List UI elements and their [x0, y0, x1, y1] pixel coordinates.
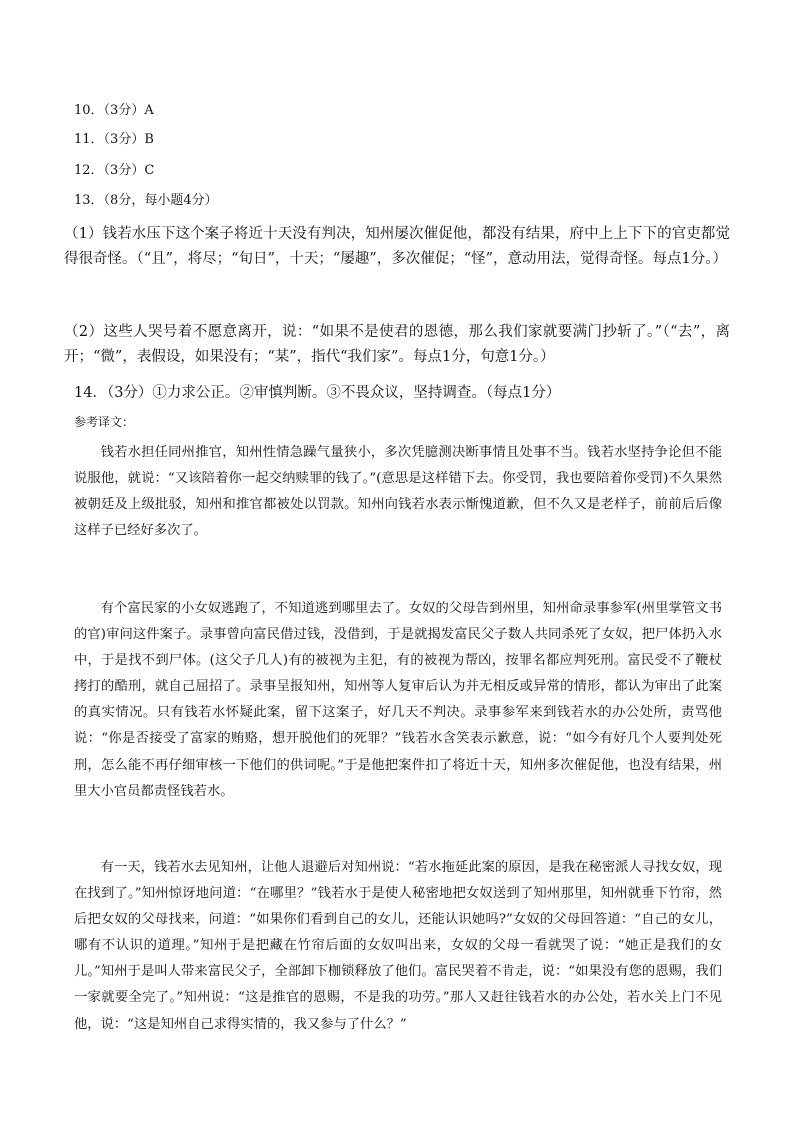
answer-11: 11．（3分）B [74, 132, 154, 147]
answer-14: 14．（3分）①力求公正。②审慎判断。③不畏众议，坚持调查。（每点1分） [74, 385, 561, 401]
answer-12: 12．（3分）C [74, 163, 155, 178]
translation-paragraph-3: 有一天，钱若水去见知州，让他人退避后对知州说：“若水拖延此案的原因，是我在秘密派人寻找女奴，现在找到了。”知州惊讶地问道：“在哪里？”钱若水于是使人秘密地把女奴送到了知州那里，知州就垂下竹帘，然后把女奴的父母找来，问道：“如果你们看到自己的女儿，还能认识她吗?”女奴的父母回答道：“自己的女儿，哪有不认识的道理。”知州于是把藏在竹帘后面的女奴叫出来，女奴的父母一看就哭了说：“她正是我们的女儿。”知州于是叫人带来富民父子，全部卸下枷锁释放了他们。富民哭着不肯走，说：“如果没有您的恩赐，我们一家就要全完了。”知州说：“这是推官的恩赐，不是我的功劳。”那人又赶往钱若水的办公处，若水关上门不见他，说：“这是知州自己求得实情的，我又参与了什么？” [74, 860, 722, 1032]
answer-13-part-2: （2）这些人哭号着不愿意离开，说：“如果不是使君的恩德，那么我们家就要满门抄斩了。”（“去”，离开；“微”，表假设，如果没有；“某”，指代“我们家”。每点1分，句意1分。） [64, 324, 730, 365]
translation-paragraph-2: 有个富民家的小女奴逃跑了，不知道逃到哪里去了。女奴的父母告到州里，知州命录事参军(州里掌管文书的官)审问这件案子。录事曾向富民借过钱，没借到，于是就揭发富民父子数人共同杀死了女奴，把尸体扔入水中，于是找不到尸体。(这父子几人)有的被视为主犯，有的被视为帮凶，按罪名都应判死刑。富民受不了鞭杖拷打的酷刑，就自己屈招了。录事呈报知州，知州等人复审后认为并无相反或异常的情形，都认为审出了此案的真实情况。只有钱若水怀疑此案，留下这案子，好几天不判决。录事参军来到钱若水的办公处所，责骂他说：“你是否接受了富家的贿赂，想开脱他们的死罪？”钱若水含笑表示歉意，说：“如今有好几个人要判处死刑，怎么能不再仔细审核一下他们的供词呢。”于是他把案件扣了将近十天，知州多次催促他，也没有结果，州里大小官员都责怪钱若水。 [74, 601, 722, 799]
answer-13-part-1: （1）钱若水压下这个案子将近十天没有判决，知州屡次催促他，都没有结果，府中上上下下的官吏都觉得很奇怪。（“且”，将尽；“旬日”，十天；“屡趣”，多次催促；“怪”，意动用法，觉得奇怪。每点1分。） [64, 226, 730, 267]
answer-13-heading: 13．（8分，每小题4分） [74, 193, 218, 208]
translation-paragraph-1: 钱若水担任同州推官，知州性情急躁气量狭小，多次凭臆测决断事情且处事不当。钱若水坚持争论但不能说服他，就说：“又该陪着你一起交纳赎罪的钱了。”(意思是这样错下去。你受罚，我也要陪着你受罚)不久果然被朝廷及上级批驳，知州和推官都被处以罚款。知州向钱若水表示惭愧道歉，但不久又是老样子，前前后后像这样子已经好多次了。 [74, 445, 722, 539]
reference-translation-title: 参考译文： [74, 415, 135, 429]
answer-10: 10．（3分）A [74, 103, 154, 118]
